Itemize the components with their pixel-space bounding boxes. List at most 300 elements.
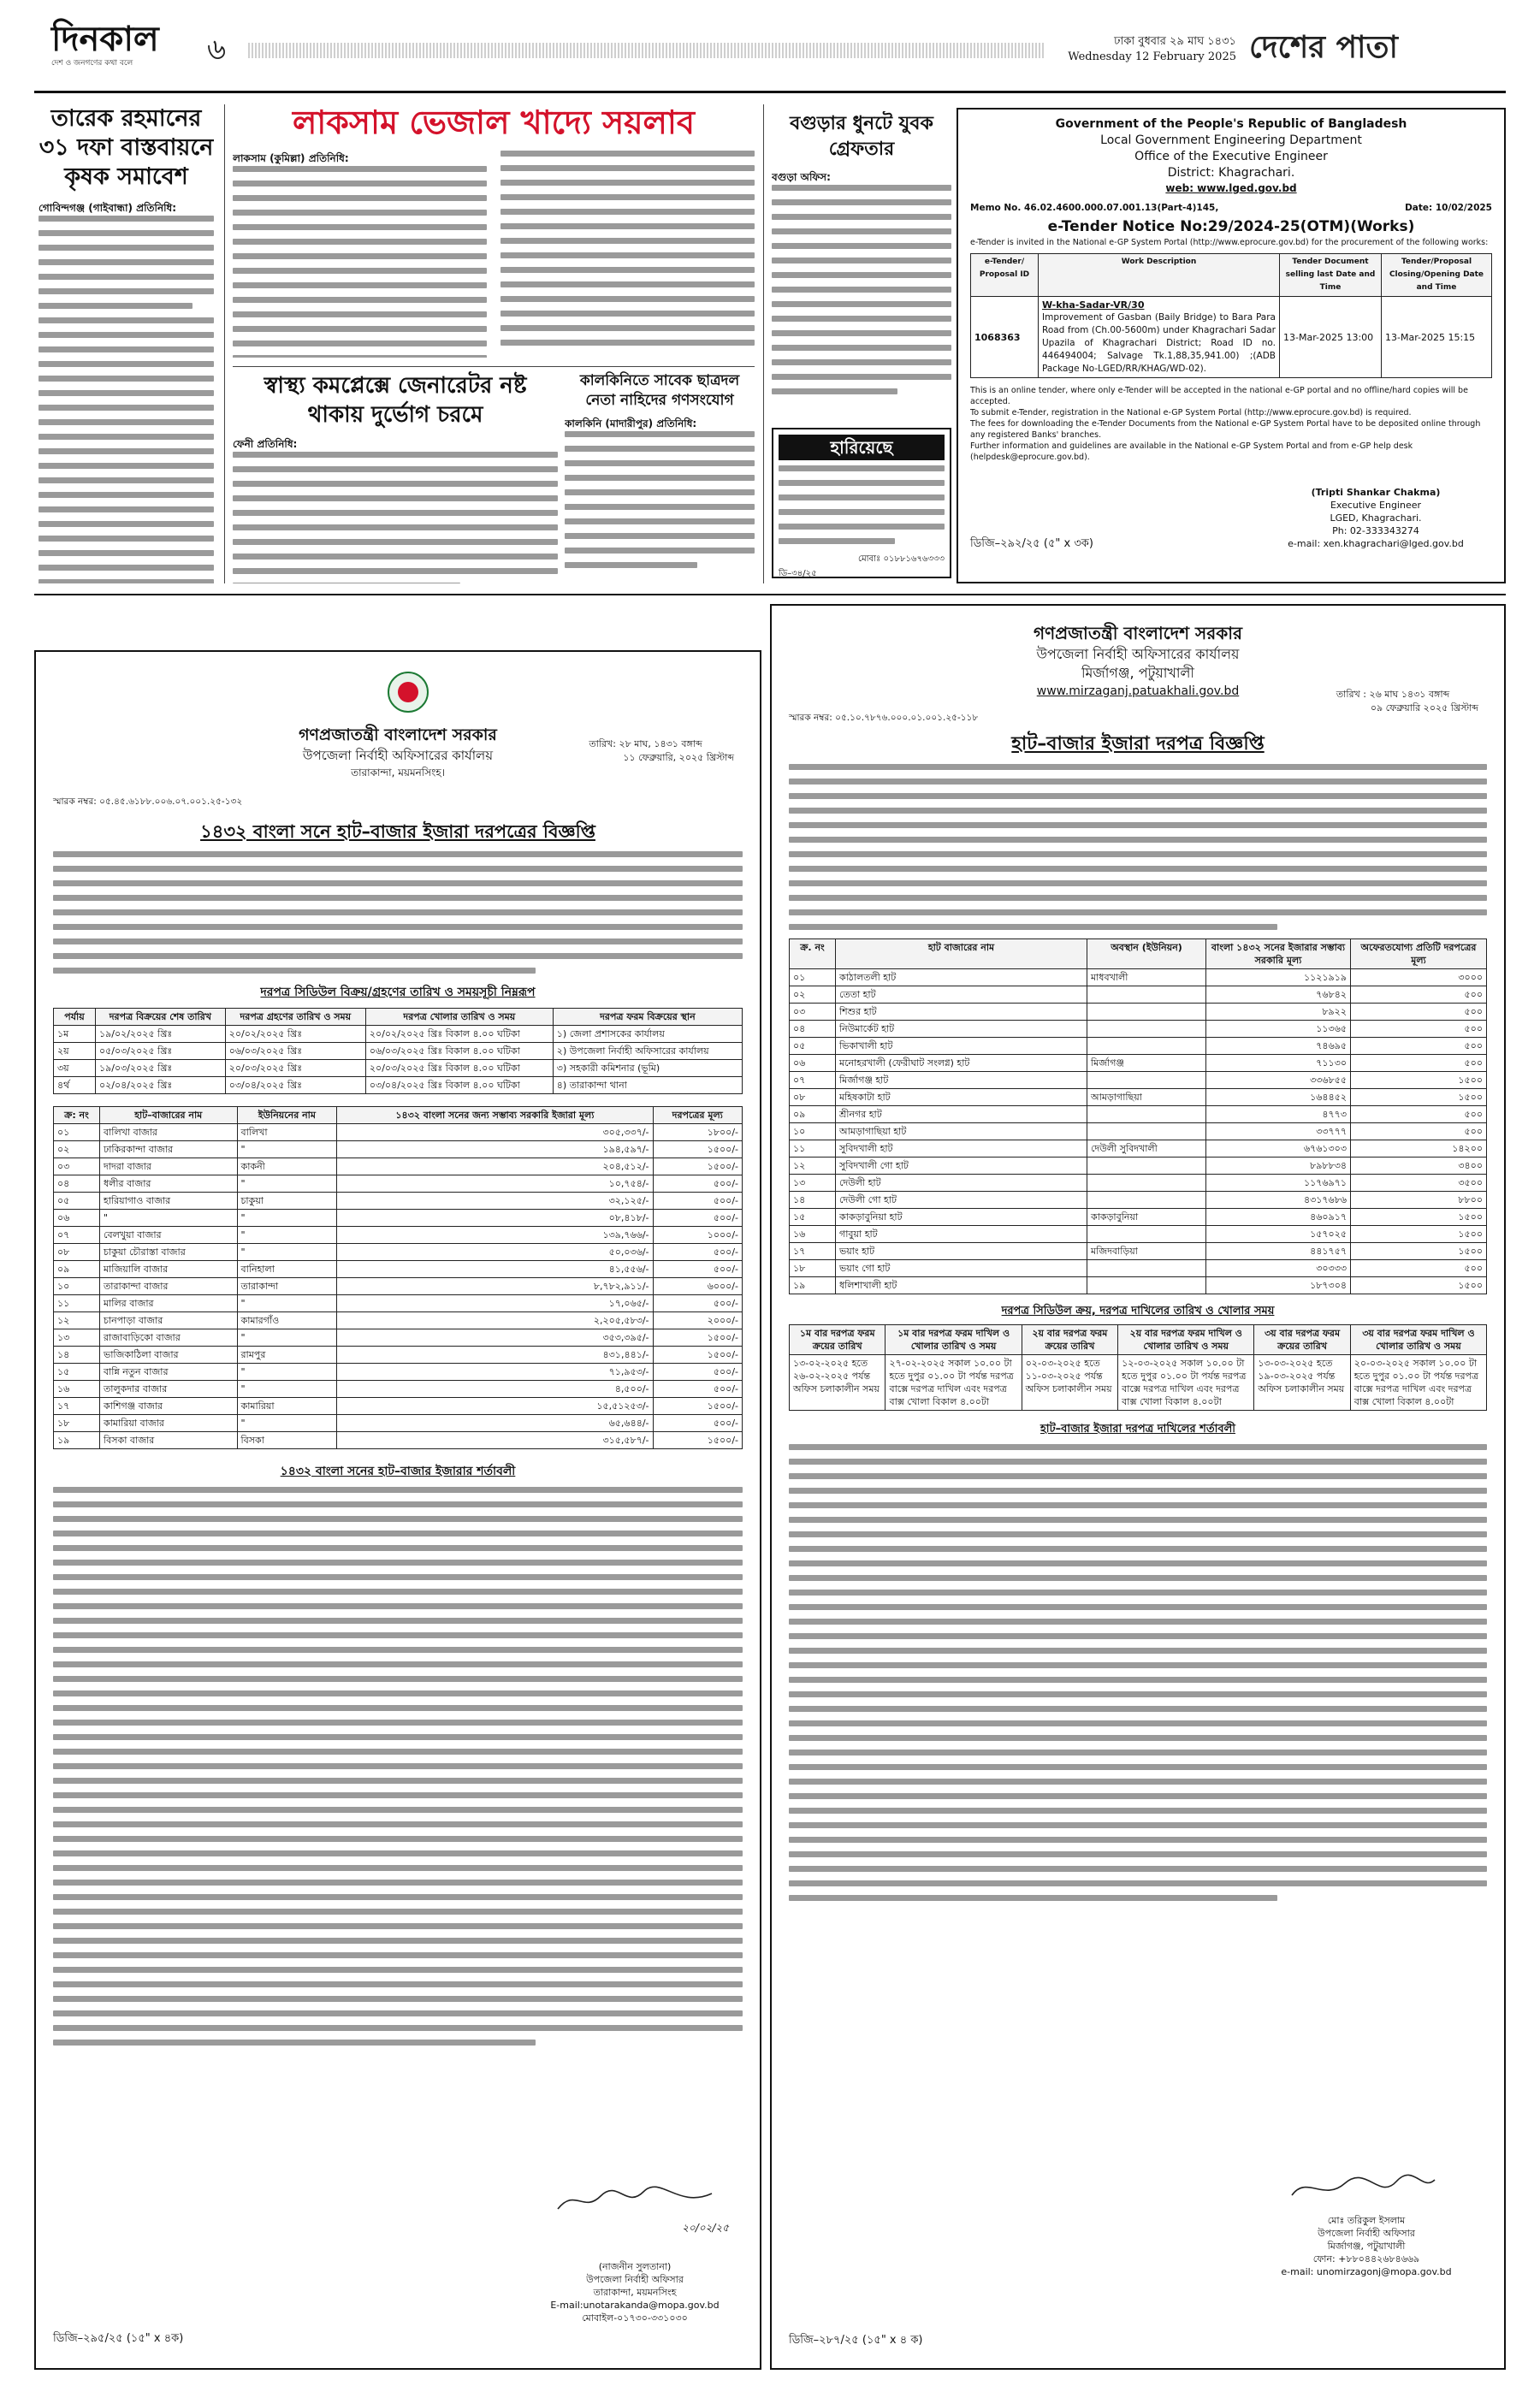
dateline-health: ফেনী প্রতিনিধি: (233, 438, 298, 450)
market-name-cell: তারাকান্দা বাজার (100, 1278, 238, 1295)
union-cell: কাকড়াবুনিয়া (1087, 1209, 1206, 1226)
table-header-cell: দরপত্রের মূল্য (653, 1107, 742, 1124)
serial-cell: ১১ (54, 1295, 100, 1312)
text-line (38, 565, 214, 571)
tarakanda-email[interactable]: E-mail:unotarakanda@mopa.gov.bd (550, 2300, 720, 2311)
mirzaganj-memo: স্মারক নম্বর: ০৫.১০.৭৮৭৬.০০০.০১.০০১.২৫-১১৮ (789, 713, 979, 723)
tarakanda-market-table (53, 1106, 743, 1449)
text-line (53, 2025, 743, 2031)
serial-cell: ১২ (790, 1158, 836, 1175)
schedule-receive: ২০/০৩/২০২৫ খ্রিঃ (225, 1060, 365, 1077)
union-cell: কাকনী (237, 1158, 337, 1175)
mirzaganj-place: মির্জাগঞ্জ, পটুয়াখালী (1081, 665, 1195, 681)
date-bangla: ঢাকা বুধবার ২৯ মাঘ ১৪৩১ (1114, 35, 1236, 48)
etender-signer-title: Executive Engineer (1330, 500, 1422, 511)
serial-cell: ১০ (54, 1278, 100, 1295)
lease-value-cell: ৭৬৮৪২ (1206, 986, 1351, 1004)
tarakanda-gov: গণপ্রজাতন্ত্রী বাংলাদেশ সরকার (299, 725, 497, 744)
text-line (772, 374, 951, 380)
text-line (53, 1734, 743, 1740)
market-name-cell: নিউমার্কেট হাট (836, 1021, 1087, 1038)
form-price-cell: ৫০০ (1351, 1021, 1487, 1038)
text-line (789, 1604, 1487, 1610)
tarakanda-conditions-title: ১৪৩২ বাংলা সনের হাট–বাজার ইজারার শর্তাবলী (280, 1465, 516, 1478)
serial-cell: ১৩ (54, 1329, 100, 1347)
schedule-open: ০৩/০৪/২০২৫ খ্রিঃ বিকাল ৪.০০ ঘটিকা (365, 1077, 553, 1094)
schedule-place: ৪) তারাকান্দা থানা (553, 1077, 742, 1094)
article-body-tareq (38, 200, 214, 583)
text-line (789, 1633, 1487, 1639)
signature-icon (549, 2183, 720, 2217)
union-cell (1087, 1021, 1206, 1038)
tarakanda-signature (549, 2183, 729, 2238)
text-line (789, 1590, 1487, 1596)
schedule-phase: ৩য় (54, 1060, 96, 1077)
form-price-cell: ১৫০০ (1351, 1277, 1487, 1294)
text-line (772, 243, 951, 249)
schedule-place: ২) উপজেলা নির্বাহী অফিসারের কার্যালয় (553, 1043, 742, 1060)
lease-value-cell: ১৯৪,৫৯৭/- (337, 1141, 653, 1158)
etender-ad-code: ডিজি–২৯২/২৫ (৫" x ৩ক) (970, 537, 1093, 550)
etender-gov: Government of the People's Republic of Bangladesh (1055, 117, 1407, 131)
union-cell: " (237, 1141, 337, 1158)
union-cell (1087, 1158, 1206, 1175)
union-cell: " (237, 1175, 337, 1193)
serial-cell: ০৬ (54, 1210, 100, 1227)
text-line (53, 895, 743, 901)
text-line (53, 1647, 743, 1653)
text-line (565, 431, 755, 437)
article-body-bogura (772, 169, 951, 394)
headline-kaliganj: কালকিনিতে সাবেক ছাত্রদল নেতা নাহিদের গণসংযোগ (579, 372, 740, 409)
etender-signer: (Tripti Shankar Chakma) (1311, 487, 1441, 498)
column-divider (763, 104, 764, 583)
text-line (233, 268, 487, 274)
etender-header (970, 116, 1492, 196)
mirzaganj-conditions (789, 1444, 1487, 1901)
table-row (790, 1123, 1487, 1140)
text-line (53, 880, 743, 886)
text-line (38, 230, 214, 236)
text-line (38, 317, 214, 323)
headline-health: স্বাস্থ্য কমপ্লেক্সে জেনারেটর নষ্ট থাকায় দুর্ভোগ চরমে (264, 373, 527, 428)
market-name-cell: তেতা হাট (836, 986, 1087, 1004)
market-name-cell: মির্জাগঞ্জ হাট (836, 1072, 1087, 1089)
text-line (779, 494, 945, 500)
table-row (54, 1043, 743, 1060)
text-line (233, 239, 487, 245)
text-line (772, 301, 951, 307)
text-line (789, 1866, 1487, 1872)
text-line (565, 518, 755, 524)
text-line (500, 340, 755, 346)
table-header-cell: ১৪৩২ বাংলা সনের জন্য সম্ভাব্য সরকারি ইজারা মূল্য (337, 1107, 653, 1124)
market-name-cell: ধলীর বাজার (100, 1175, 238, 1193)
serial-cell: ০২ (790, 986, 836, 1004)
union-cell: মির্জাগঞ্জ (1087, 1055, 1206, 1072)
market-name-cell: কাশিগঞ্জ বাজার (100, 1398, 238, 1415)
text-line (233, 554, 558, 560)
schedule-place: ৩) সহকারী কমিশনার (ভূমি) (553, 1060, 742, 1077)
text-line (38, 245, 214, 251)
table-row (54, 1193, 743, 1210)
text-line (38, 346, 214, 352)
text-line (789, 924, 1277, 930)
market-name-cell: হারিয়াগাও বাজার (100, 1193, 238, 1210)
text-line (38, 506, 214, 512)
market-name-cell: ভয়াং হাট (836, 1243, 1087, 1260)
etender-phone: Ph: 02-333343274 (1332, 525, 1419, 536)
tarakanda-place: তারাকান্দা, ময়মনসিংহ। (351, 767, 445, 779)
text-line (233, 326, 487, 332)
serial-cell: ০৬ (790, 1055, 836, 1072)
table-row (790, 1355, 1487, 1411)
mirzaganj-web[interactable]: www.mirzaganj.patuakhali.gov.bd (1036, 684, 1240, 698)
text-line (565, 562, 697, 568)
table-header-cell: ক্র: নং (54, 1107, 100, 1124)
union-cell (1087, 1260, 1206, 1277)
market-name-cell: ভয়াং গো হাট (836, 1260, 1087, 1277)
lease-value-cell: ১০,৭৫৪/- (337, 1175, 653, 1193)
dateline-laksam: লাকসাম (কুমিল্লা) প্রতিনিধি: (233, 152, 349, 164)
article-body-laksam (233, 151, 755, 358)
story-divider (233, 366, 755, 367)
form-price-cell: ৮৮০০ (1351, 1192, 1487, 1209)
text-line (53, 1850, 743, 1856)
form-price-cell: ২০০০/- (653, 1312, 742, 1329)
serial-cell: ১৪ (790, 1192, 836, 1209)
market-name-cell: শিশুর হাট (836, 1004, 1087, 1021)
table-header-cell: ২য় বার দরপত্র ফরম ক্রয়ের তারিখ (1022, 1325, 1117, 1355)
union-cell: " (237, 1295, 337, 1312)
text-line (53, 1807, 743, 1813)
union-cell: " (237, 1227, 337, 1244)
text-line (500, 281, 755, 287)
schedule-cell: ০২-০৩-২০২৫ হতে ১১-০৩-২০২৫ পর্যন্ত অফিস চলাকালীন সময় (1022, 1355, 1117, 1411)
text-line (565, 548, 755, 554)
table-row (54, 1124, 743, 1141)
text-line (772, 185, 951, 191)
lease-value-cell: ১৭,০৬৫/- (337, 1295, 653, 1312)
table-row (54, 1141, 743, 1158)
text-line (53, 924, 743, 930)
union-cell: " (237, 1381, 337, 1398)
union-cell (1087, 1004, 1206, 1021)
logo-tagline: দেশ ও জনগণের কথা বলে (51, 59, 133, 68)
table-header-cell: হাট বাজারের নাম (836, 939, 1087, 969)
form-price-cell: ৬০০০/- (653, 1278, 742, 1295)
union-cell: আমড়াগাছিয়া (1087, 1089, 1206, 1106)
table-row (54, 1026, 743, 1043)
text-line (38, 550, 214, 556)
text-line (53, 938, 743, 944)
text-line (789, 1750, 1487, 1756)
text-line (233, 495, 558, 501)
etender-web[interactable]: web: www.lged.gov.bd (1165, 182, 1297, 194)
etender-note: This is an online tender, where only e-Tender will be accepted in the national e-GP portal and no offline/hard copies will be accepted. (970, 386, 1468, 406)
union-cell (1087, 1175, 1206, 1192)
etender-note: Further information and guidelines are available in the National e-GP System Portal and from e-GP help desk (helpdesk@eprocure.gov.bd). (970, 441, 1413, 462)
form-price-cell: ৫০০ (1351, 1055, 1487, 1072)
table-row (790, 1004, 1487, 1021)
mirzaganj-gov: গণপ্রজাতন্ত্রী বাংলাদেশ সরকার (1034, 623, 1242, 643)
mirzaganj-notice (770, 604, 1506, 2370)
table-header-cell: Tender/Proposal Closing/Opening Date and Time (1382, 254, 1492, 297)
text-line (233, 181, 487, 187)
lease-value-cell: ৩৩৬৮৫৫ (1206, 1072, 1351, 1089)
union-cell: " (237, 1244, 337, 1261)
text-line (789, 837, 1487, 843)
tarakanda-date-english: ১১ ফেব্রুয়ারি, ২০২৫ খ্রিস্টাব্দ (623, 752, 734, 763)
market-name-cell: কাঠালতলী হাট (836, 969, 1087, 986)
text-line (789, 1764, 1487, 1770)
table-row (790, 969, 1487, 986)
table-row (790, 1209, 1487, 1226)
table-header-row (790, 1325, 1487, 1355)
signature-date: ২০/০২/২৫ (682, 2222, 729, 2234)
union-cell (1087, 1038, 1206, 1055)
text-line (789, 1735, 1487, 1741)
form-price-cell: ১৫০০ (1351, 1226, 1487, 1243)
table-header-cell: দরপত্র বিক্রয়ের শেষ তারিখ (96, 1009, 226, 1026)
text-line (772, 214, 951, 220)
text-line (53, 1632, 743, 1638)
text-line (789, 880, 1487, 886)
table-row (790, 1158, 1487, 1175)
text-line (38, 216, 214, 222)
text-line (565, 533, 755, 539)
text-line (233, 224, 487, 230)
text-line (500, 194, 755, 200)
tarakanda-memo: স্মারক নম্বর: ০৫.৪৫.৬১৮৮.০০৬.০৭.০০১.২৫-১৩২ (53, 796, 243, 807)
etender-district: District: Khagrachari. (1167, 166, 1295, 180)
serial-cell: ১৫ (790, 1209, 836, 1226)
text-line (789, 1677, 1487, 1683)
table-header-cell: দরপত্র গ্রহণের তারিখ ও সময় (225, 1009, 365, 1026)
serial-cell: ০৫ (54, 1193, 100, 1210)
union-cell (1087, 1226, 1206, 1243)
text-line (53, 1909, 743, 1915)
text-line (53, 1778, 743, 1784)
tarakanda-office: উপজেলা নির্বাহী অফিসারের কার্যালয় (302, 748, 494, 763)
market-name-cell: মালির বাজার (100, 1295, 238, 1312)
text-line (53, 1996, 743, 2002)
table-row (54, 1347, 743, 1364)
etender-notes (970, 385, 1492, 463)
serial-cell: ১৯ (790, 1277, 836, 1294)
text-line (789, 851, 1487, 857)
lease-value-cell: ১৮৭৩০৪ (1206, 1277, 1351, 1294)
mirzaganj-intro (789, 764, 1487, 930)
lease-value-cell: ৪১,৫৫৬/- (337, 1261, 653, 1278)
mirzaganj-date-label: তারিখ : (1336, 689, 1366, 700)
etender-intro: e-Tender is invited in the National e-GP System Portal (http://www.eprocure.gov.bd) for the procurement of the following works: (970, 238, 1489, 247)
union-cell: বানিহালা (237, 1261, 337, 1278)
dateline-bogura: বগুড়া অফিস: (772, 171, 831, 183)
text-line (233, 524, 558, 530)
union-cell: " (237, 1329, 337, 1347)
government-emblem-icon (387, 671, 429, 713)
union-cell (1087, 1072, 1206, 1089)
tender-id: 1068363 (971, 297, 1039, 378)
text-line (53, 1865, 743, 1871)
table-row (790, 1038, 1487, 1055)
text-line (789, 808, 1487, 814)
text-line (789, 1473, 1487, 1479)
text-line (789, 764, 1487, 770)
text-line (789, 1662, 1487, 1668)
tarakanda-date-label: তারিখ: (589, 738, 616, 749)
schedule-open: ০৬/০৩/২০২৫ খ্রিঃ বিকাল ৪.০০ ঘটিকা (365, 1043, 553, 1060)
mirzaganj-signer: মোঃ তরিকুল ইসলাম (1327, 2215, 1406, 2226)
table-header-cell: ৩য় বার দরপত্র ফরম ক্রয়ের তারিখ (1254, 1325, 1350, 1355)
table-row (790, 1021, 1487, 1038)
column-divider (224, 104, 225, 583)
text-line (38, 448, 214, 454)
text-line (779, 480, 945, 486)
masthead-date (1057, 34, 1236, 65)
etender-memo-line (970, 203, 1492, 213)
tarakanda-signer-place: তারাকান্দা, ময়মনসিংহ (593, 2287, 677, 2298)
lease-value-cell: ৮৯৮৮৩৪ (1206, 1158, 1351, 1175)
text-line (53, 1603, 743, 1609)
union-cell: কামারিয়া (237, 1398, 337, 1415)
table-row (790, 1140, 1487, 1158)
section-rule (34, 594, 1506, 595)
table-row (790, 1277, 1487, 1294)
mirzaganj-signer-place: মির্জাগঞ্জ, পটুয়াখালী (1327, 2241, 1406, 2252)
form-price-cell: ১৫০০ (1351, 1209, 1487, 1226)
text-line (53, 1690, 743, 1696)
form-price-cell: ৩৫০০ (1351, 1175, 1487, 1192)
lease-value-cell: ৭১১৩০ (1206, 1055, 1351, 1072)
lost-ad-code: ডি–৩৪/২৫ (779, 569, 817, 578)
lease-value-cell: ৬৫,৬৪৪/- (337, 1415, 653, 1432)
text-line (789, 779, 1487, 785)
text-line (789, 1822, 1487, 1828)
serial-cell: ০৮ (790, 1089, 836, 1106)
schedule-open: ২০/০৩/২০২৫ খ্রিঃ বিকাল ৪.০০ ঘটিকা (365, 1060, 553, 1077)
dateline-kaliganj: কালকিনি (মাদারীপুর) প্রতিনিধি: (565, 417, 697, 429)
text-line (233, 282, 487, 288)
table-header-cell: পর্যায় (54, 1009, 96, 1026)
union-cell: তারাকান্দা (237, 1278, 337, 1295)
text-line (789, 1488, 1487, 1494)
text-line (789, 1560, 1487, 1566)
text-line (53, 1981, 743, 1987)
form-price-cell: ১৫০০/- (653, 1158, 742, 1175)
form-price-cell: ১৫০০ (1351, 1089, 1487, 1106)
tarakanda-date-bangla: ২৮ মাঘ, ১৪৩১ বঙ্গাব্দ (619, 738, 702, 749)
text-line (789, 1517, 1487, 1523)
text-line (772, 330, 951, 336)
text-line (38, 579, 214, 583)
serial-cell: ০৮ (54, 1244, 100, 1261)
text-line (772, 199, 951, 205)
form-price-cell: ১৪২০০ (1351, 1140, 1487, 1158)
table-header-cell: ১ম বার দরপত্র ফরম দাখিল ও খোলার তারিখ ও সময় (886, 1325, 1022, 1355)
etender-email[interactable]: e-mail: xen.khagrachari@lged.gov.bd (1288, 538, 1464, 549)
serial-cell: ০৪ (54, 1175, 100, 1193)
text-line (53, 1749, 743, 1755)
text-line (38, 536, 214, 542)
text-line (779, 538, 895, 544)
text-line (38, 274, 214, 280)
union-cell: " (237, 1364, 337, 1381)
union-cell (1087, 1106, 1206, 1123)
form-price-cell: ১৫০০/- (653, 1141, 742, 1158)
page-number: ৬ (207, 33, 227, 67)
tarakanda-ad-code: ডিজি–২৯৫/২৫ (১৫" x ৪ক) (53, 2332, 184, 2345)
union-cell: মজিদবাড়িয়া (1087, 1243, 1206, 1260)
market-name-cell: দেউলী হাট (836, 1175, 1087, 1192)
serial-cell: ১২ (54, 1312, 100, 1329)
union-cell: দেউলী সুবিদখালী (1087, 1140, 1206, 1158)
form-price-cell: ৫০০/- (653, 1295, 742, 1312)
text-line (772, 359, 951, 365)
union-cell: কামারগাঁও (237, 1312, 337, 1329)
schedule-cell: ২৭-০২-২০২৫ সকাল ১০.০০ টা হতে দুপুর ০১.০০ টা পর্যন্ত দরপত্র বাক্সে দরপত্র দাখিল এবং দরপত্র বাক্স খোলা বিকাল ৪.০০টা (886, 1355, 1022, 1411)
text-line (500, 296, 755, 302)
text-line (772, 388, 897, 394)
mirzaganj-signer-block (1251, 2214, 1482, 2278)
text-line (53, 1952, 743, 1958)
form-price-cell: ১৫০০/- (653, 1398, 742, 1415)
lease-value-cell: ৩০৩৩৩ (1206, 1260, 1351, 1277)
union-cell: " (237, 1210, 337, 1227)
table-header-cell: Tender Document selling last Date and Time (1280, 254, 1382, 297)
lease-value-cell: ৮৯২২ (1206, 1004, 1351, 1021)
text-line (789, 1851, 1487, 1857)
headline-lost: হারিয়েছে (779, 435, 945, 460)
text-line (53, 1618, 743, 1624)
market-name-cell: " (100, 1210, 238, 1227)
tender-description (1039, 297, 1280, 378)
schedule-sale-end: ১৯/০৩/২০২৫ খ্রিঃ (96, 1060, 226, 1077)
lease-value-cell: ৮,৭৮২,৯১১/- (337, 1278, 653, 1295)
text-line (38, 376, 214, 382)
form-price-cell: ৫০০/- (653, 1244, 742, 1261)
text-line (233, 253, 487, 259)
form-price-cell: ১৮০০/- (653, 1124, 742, 1141)
text-line (789, 1691, 1487, 1697)
text-line (500, 151, 755, 157)
mirzaganj-email[interactable]: e-mail: unomirzagonj@mopa.gov.bd (1281, 2266, 1452, 2277)
section-title: দেশের পাতা (1249, 30, 1398, 65)
tarakanda-date-block (589, 737, 734, 765)
market-name-cell: চানপাড়া বাজার (100, 1312, 238, 1329)
market-name-cell: রাজাবাড়িকো বাজার (100, 1329, 238, 1347)
text-line (233, 355, 487, 358)
market-name-cell: তালুকদার বাজার (100, 1381, 238, 1398)
date-english: Wednesday 12 February 2025 (1068, 50, 1236, 63)
lease-value-cell: ৩১৫,৫৮৭/- (337, 1432, 653, 1449)
text-line (500, 267, 755, 273)
market-name-cell: মনোহরখালী (ফেরীঘাট সংলগ্ন) হাট (836, 1055, 1087, 1072)
form-price-cell: ৩৪০০ (1351, 1158, 1487, 1175)
table-header-cell: ১ম বার দরপত্র ফরম ক্রয়ের তারিখ (790, 1325, 886, 1355)
tarakanda-signer-block (524, 2260, 746, 2324)
lease-value-cell: ১৫,৫১২৫৩/- (337, 1398, 653, 1415)
headline-laksam: লাকসাম ভেজাল খাদ্যে সয়লাব (292, 104, 696, 141)
serial-cell: ১১ (790, 1140, 836, 1158)
table-header-cell: ২য় বার দরপত্র ফরম দাখিল ও খোলার তারিখ ও সময় (1118, 1325, 1254, 1355)
lost-notice (772, 428, 951, 578)
text-line (779, 524, 945, 530)
serial-cell: ১৮ (54, 1415, 100, 1432)
serial-cell: ১৪ (54, 1347, 100, 1364)
text-line (38, 303, 192, 309)
